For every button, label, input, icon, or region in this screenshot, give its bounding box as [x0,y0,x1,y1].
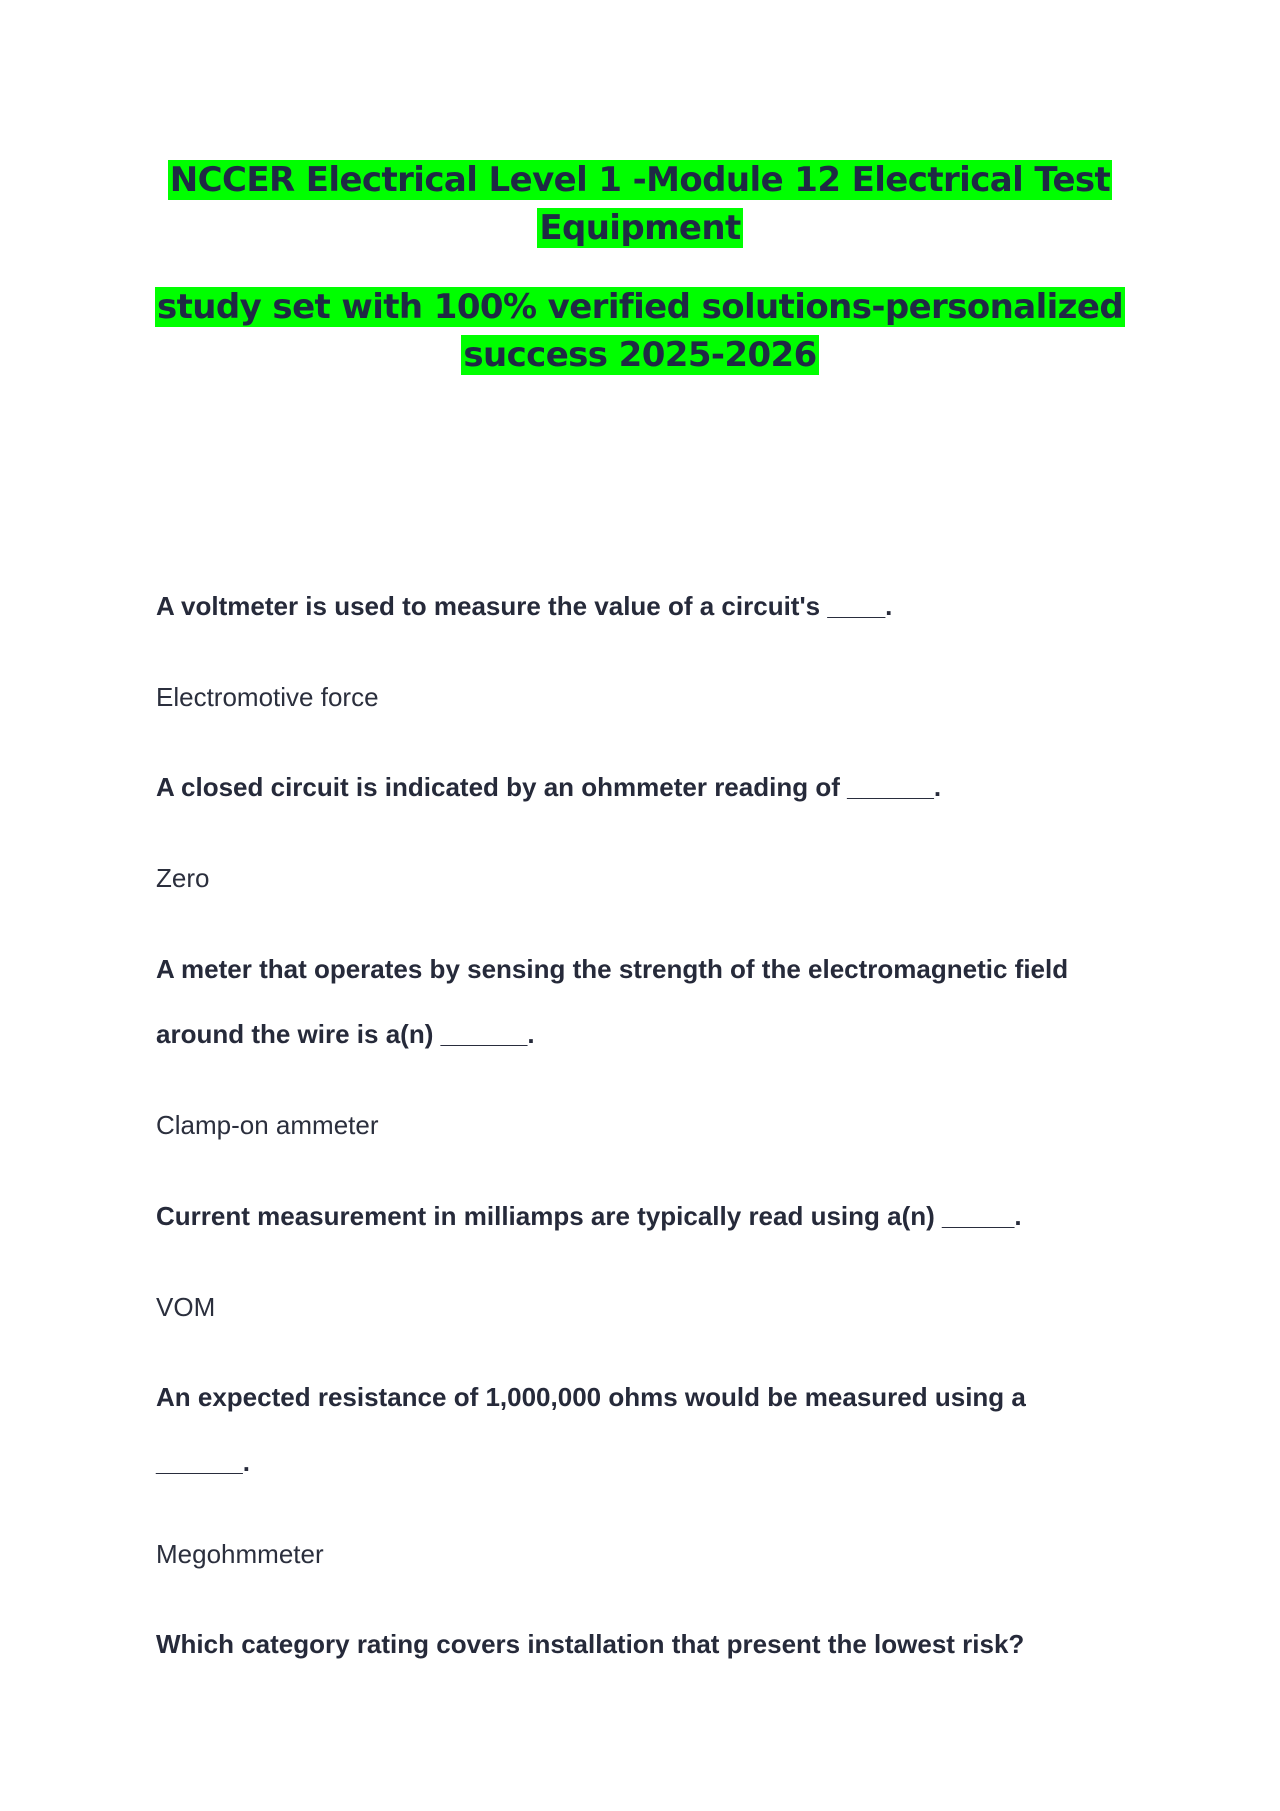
question-2: A closed circuit is indicated by an ohmmeter reading of ______. [156,772,942,802]
answer-3: Clamp-on ammeter [156,1110,379,1140]
question-1: A voltmeter is used to measure the value of a circuit's ____. [156,591,893,621]
answer-1: Electromotive force [156,682,379,712]
answer-4: VOM [156,1292,216,1322]
question-3: A meter that operates by sensing the strength of the electromagnetic field around the wire is a(n) ______. [156,954,1069,1049]
document-title [155,156,1125,252]
document-subtitle [155,283,1125,379]
question-6: Which category rating covers installation that present the lowest risk? [156,1629,1025,1659]
title-line-2: study set with 100% verified solutions-personalized success 2025-2026 [157,287,1124,375]
question-5: An expected resistance of 1,000,000 ohms would be measured using a ______. [156,1382,1026,1477]
answer-2: Zero [156,863,210,893]
title-line-1: NCCER Electrical Level 1 -Module 12 Electrical Test Equipment [169,160,1111,248]
answer-5: Megohmmeter [156,1539,324,1569]
question-4: Current measurement in milliamps are typically read using a(n) _____. [156,1201,1022,1231]
